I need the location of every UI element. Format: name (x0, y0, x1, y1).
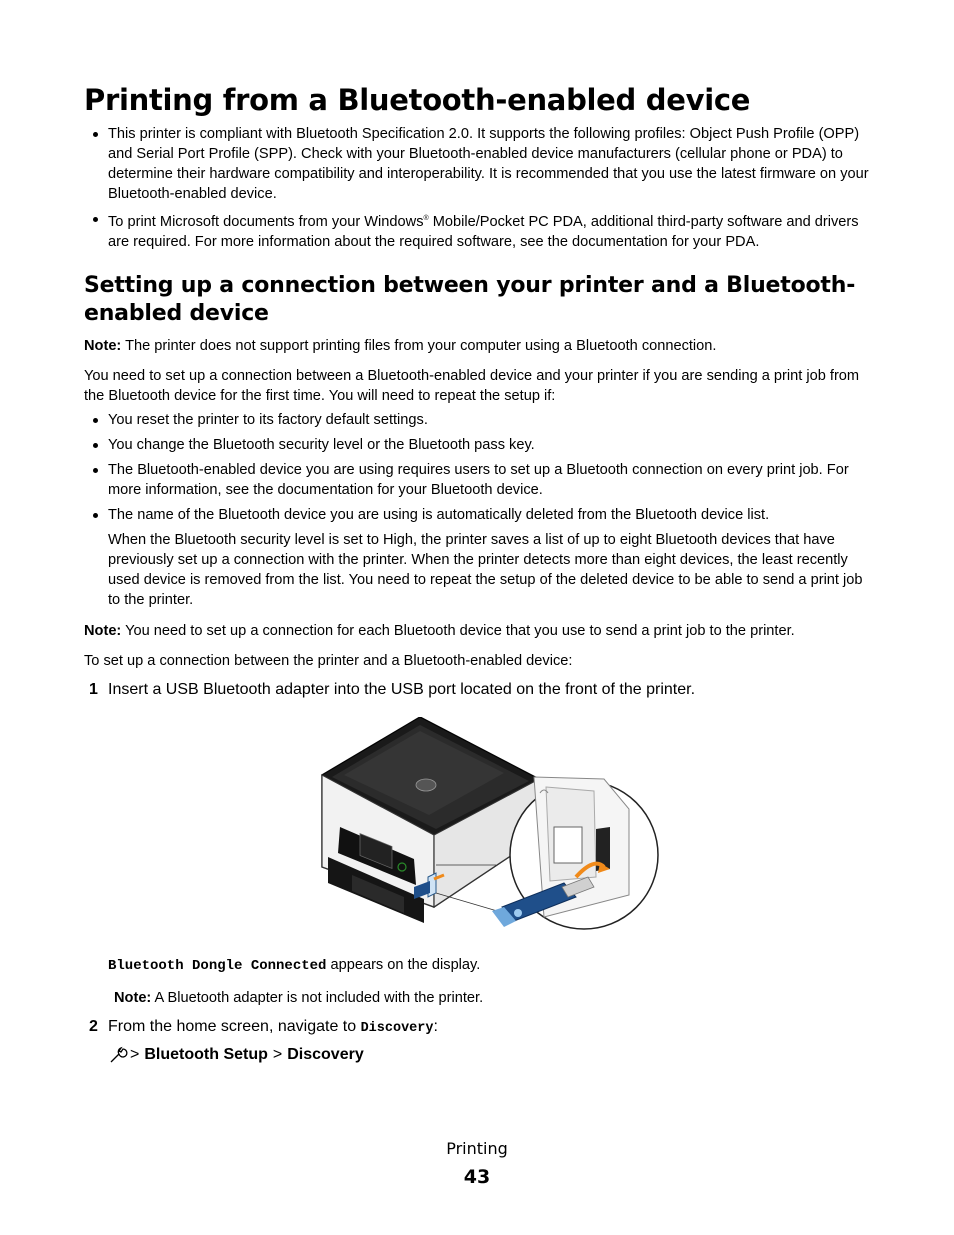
display-message: Bluetooth Dongle Connected (108, 957, 327, 974)
setup-conditions-list (84, 410, 874, 525)
list-item: You reset the printer to its factory default settings. (84, 410, 874, 430)
path-item: Bluetooth Setup (144, 1045, 268, 1063)
paragraph: You need to set up a connection between a Bluetooth-enabled device and your printer if you are sending a print job from the Bluetooth device for the first time. You will need to repeat the setup if: (84, 367, 860, 404)
step-number: 1 (89, 680, 98, 698)
bullet-text: To print Microsoft documents from your Windows (108, 213, 424, 230)
list-item: The Bluetooth-enabled device you are using requires users to set up a Bluetooth connection on every print job. For more information, see the documentation for your Bluetooth device. (84, 460, 874, 500)
wrench-icon (108, 1046, 128, 1064)
step-text-suffix: : (433, 1017, 438, 1035)
note-label: Note: (84, 622, 122, 639)
list-item (84, 209, 874, 252)
navigation-path (84, 1046, 874, 1064)
list-item: The name of the Bluetooth device you are using is automatically deleted from the Bluetooth device list. (84, 505, 874, 525)
note-label: Note: (84, 337, 122, 354)
step-text: From the home screen, navigate to (108, 1017, 361, 1035)
section-heading: Setting up a connection between your printer and a Bluetooth-enabled device (84, 272, 856, 326)
page-number: 43 (463, 1166, 491, 1188)
printer-usb-adapter-image (84, 717, 874, 947)
note-label: Note: (114, 989, 152, 1006)
note (84, 336, 874, 356)
display-message-line (84, 955, 874, 976)
printer-drawing (322, 717, 539, 923)
security-paragraph: When the Bluetooth security level is set to High, the printer saves a list of up to eight Bluetooth devices that have previously set up a connection with the printer. When the printer detects more than eight devices, the least recently used device is removed from the list. You need to repeat the setup of the deleted device to be able to send a print job to the printer. (108, 531, 863, 608)
note-text: A Bluetooth adapter is not included with the printer. (151, 989, 484, 1006)
list-item: This printer is compliant with Bluetooth Specification 2.0. It supports the following profiles: Object Push Profile (OPP) and Serial Port Profile (SPP). Check with your Bluetooth-enabled device manufacturers (cellular phone or PDA) to determine their hardware compatibility and interoperability. It is recommended that you use the latest firmware on your Bluetooth-enabled device. (84, 124, 874, 204)
note (84, 621, 874, 641)
step-text: Insert a USB Bluetooth adapter into the USB port located on the front of the printer. (108, 680, 696, 698)
paragraph: To set up a connection between the printer and a Bluetooth-enabled device: (84, 652, 573, 669)
note-text: You need to set up a connection for each Bluetooth device that you use to send a print job to the printer. (121, 622, 795, 639)
path-separator: > (130, 1045, 140, 1063)
footer-section-name: Printing (446, 1139, 508, 1158)
printer-illustration (84, 717, 874, 947)
display-suffix: appears on the display. (326, 956, 481, 973)
step-number: 2 (89, 1017, 98, 1035)
path-item: Discovery (287, 1045, 364, 1063)
list-item: You change the Bluetooth security level or the Bluetooth pass key. (84, 435, 874, 455)
step-1 (84, 681, 874, 699)
page-content (84, 80, 874, 1074)
note (84, 988, 874, 1008)
bullet-text: Mobile/Pocket PC PDA, additional third-party software and drivers are required. For more information about the required software, see the documentation for your PDA. (108, 213, 859, 250)
step-2 (84, 1018, 874, 1036)
intro-list (84, 124, 874, 252)
registered-mark: ® (423, 215, 429, 222)
page-title: Printing from a Bluetooth-enabled device (84, 83, 751, 117)
path-separator: > (272, 1045, 283, 1063)
note-text: The printer does not support printing files from your computer using a Bluetooth connection. (121, 337, 717, 354)
menu-code: Discovery (360, 1020, 434, 1036)
